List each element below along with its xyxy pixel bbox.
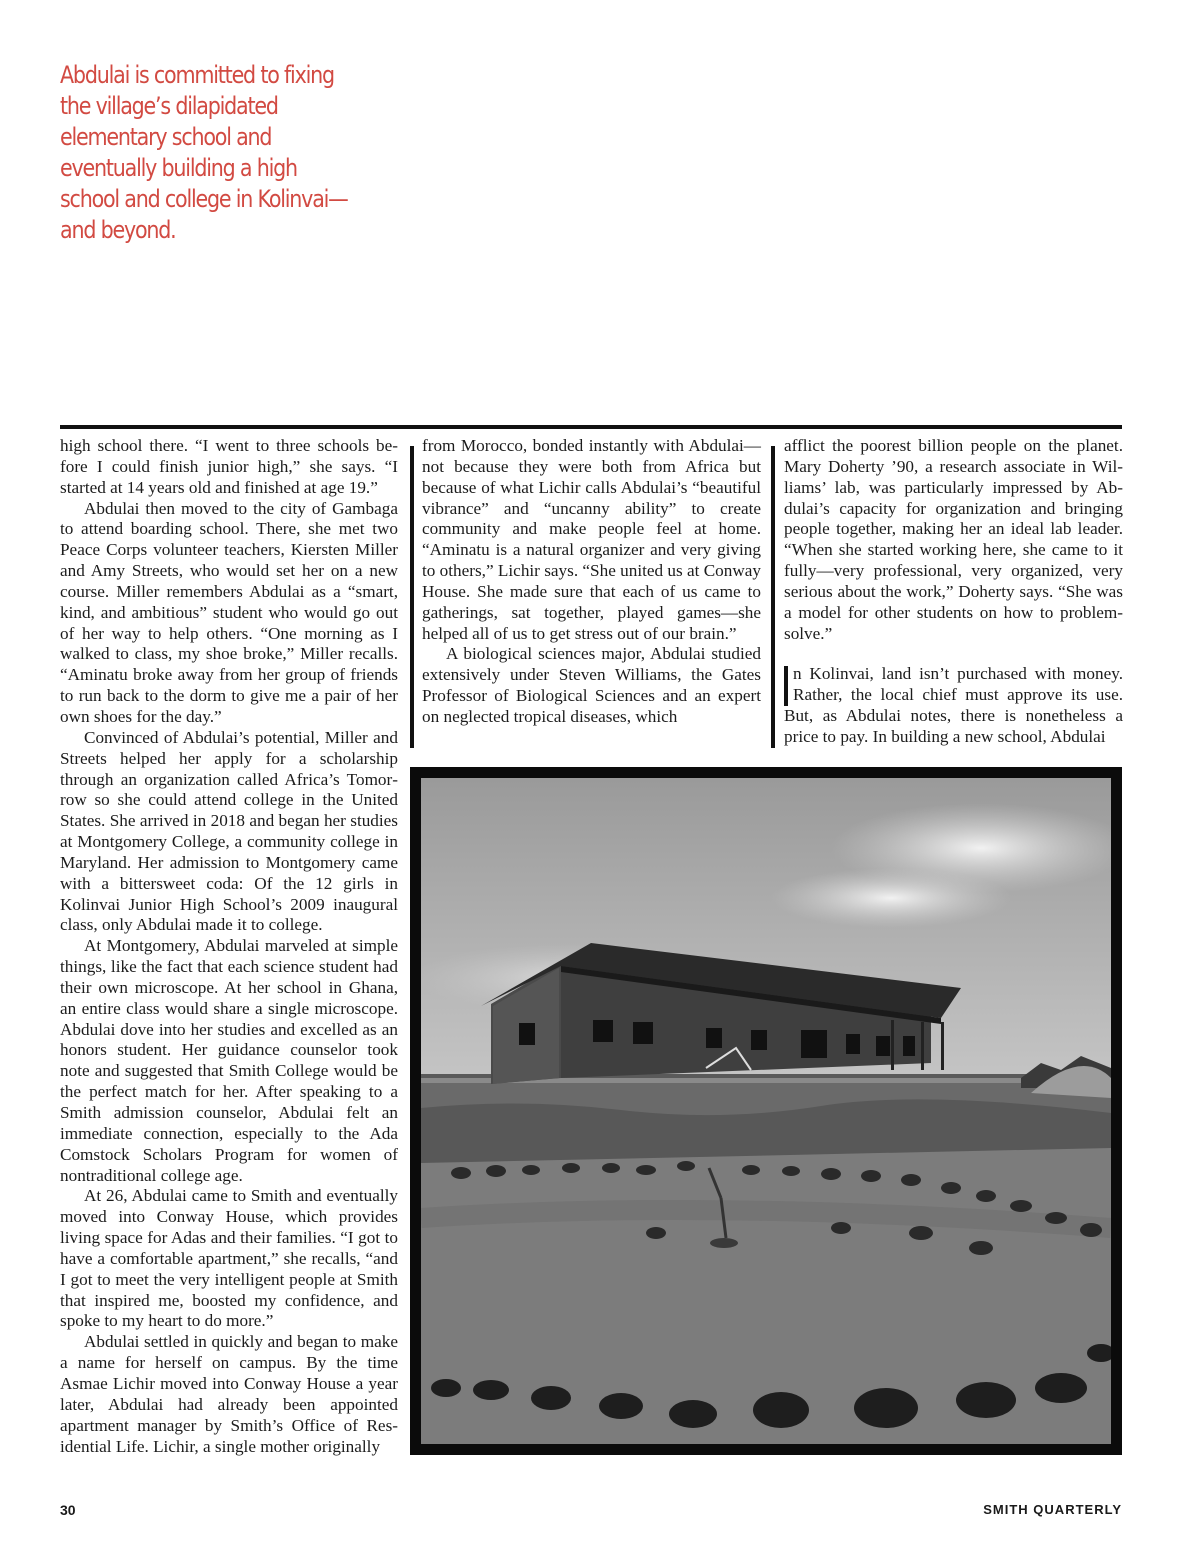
page-number: 30 [60, 1502, 76, 1518]
photo-image [421, 778, 1111, 1444]
paragraph: Abdulai then moved to the city of Gambaga to attend boarding school. There, she met two Peace Corps volunteer teachers, Kiersten Miller and Amy Streets, who would set her on a new course. Miller remembers Abdulai as a “smart, kind, and ambitious” student who would go out of her way to help others. “One morning as I walked to class, my shoe broke,” Miller recalls. “Aminatu broke away from her group of friends to run back to the dorm to give me a pair of her own shoes for the day.” [60, 498, 398, 726]
article-column-2 [422, 436, 761, 728]
article-column-1 [60, 436, 398, 1457]
section-start-paragraph [784, 664, 1123, 747]
school-building-photo [410, 767, 1122, 1455]
paragraph: afflict the poorest billion people on the planet. Mary Doherty ’90, a research associate in Williams’ lab, was particularly impressed by Abdulai’s capacity for organization and bringing people together, making her an ideal lab leader. “When she started working here, she came to it fully—very professional, very organized, very serious about the work,” Doherty says. “She was a model for other students on how to problem-solve.” [784, 436, 1123, 643]
paragraph: high school there. “I went to three schools before I could finish junior high,” she says. “I started at 14 years old and finished at age 19.” [60, 436, 398, 497]
paragraph: At Montgomery, Abdulai marveled at simple things, like the fact that each science student had their own microscope. At her school in Ghana, an entire class would share a single microscope. Abdulai dove into her studies and excelled as an honors student. Her guidance counselor took note and suggested that Smith College would be the perfect match for her. After speaking to a Smith admission counselor, Abdulai felt an immediate connection, especially to the Ada Comstock Scholars Program for women of nontraditional college age. [60, 936, 398, 1185]
pull-quote: Abdulai is committed to fixing the village’s dilapidated elementary school and eventually building a high school and college in Kolinvai—and beyond. [60, 61, 348, 244]
paragraph-text: n Kolinvai, land isn’t purchased with money. Rather, the local chief must approve its use. But, as Abdulai notes, there is nonetheless a price to pay. In building a new school, Abdulai [784, 664, 1123, 746]
column-divider [410, 446, 414, 748]
drop-cap-i [784, 666, 788, 706]
column-divider [771, 446, 775, 748]
paragraph: At 26, Abdulai came to Smith and eventually moved into Conway House, which provides living space for Adas and their families. “I got to have a comfortable apartment,” she recalls, “and I got to meet the very intelligent people at Smith that inspired me, boosted my confidence, and spoke to my heart to do more.” [60, 1186, 398, 1331]
paragraph: Convinced of Abdulai’s potential, Miller and Streets helped her apply for a scholarship through an organization called Africa’s Tomorrow so she could attend college in the United States. She arrived in 2018 and began her studies at Montgomery College, a community college in Maryland. Her admission to Montgomery came with a bittersweet coda: Of the 12 girls in Kolinvai Junior High School’s 2009 inaugural class, only Abdulai made it to college. [60, 727, 398, 935]
paragraph: Abdulai settled in quickly and began to make a name for herself on campus. By the time Asmae Lichir moved into Conway House a year later, Abdulai had already been appointed apartment manager by Smith’s Office of Residential Life. Lichir, a single mother originally [60, 1332, 398, 1456]
article-column-3 [784, 436, 1123, 748]
publication-name: SMITH QUARTERLY [983, 1502, 1122, 1517]
paragraph: from Morocco, bonded instantly with Abdulai—not because they were both from Africa but because of what Lichir calls Abdulai’s “beautiful vibrance” and “uncanny ability” to create community and make people feel at home. “Aminatu is a natural organizer and very giving to others,” Lichir says. “She united us at Conway House. She made sure that each of us came to gatherings, sat together, played games—she helped all of us to get stress out of our brain.” [422, 436, 761, 643]
paragraph: A biological sciences major, Abdulai studied extensively under Steven Williams, the Gates Professor of Biological Sciences and an expert on neglected tropical diseases, which [422, 644, 761, 726]
section-divider [60, 425, 1122, 429]
